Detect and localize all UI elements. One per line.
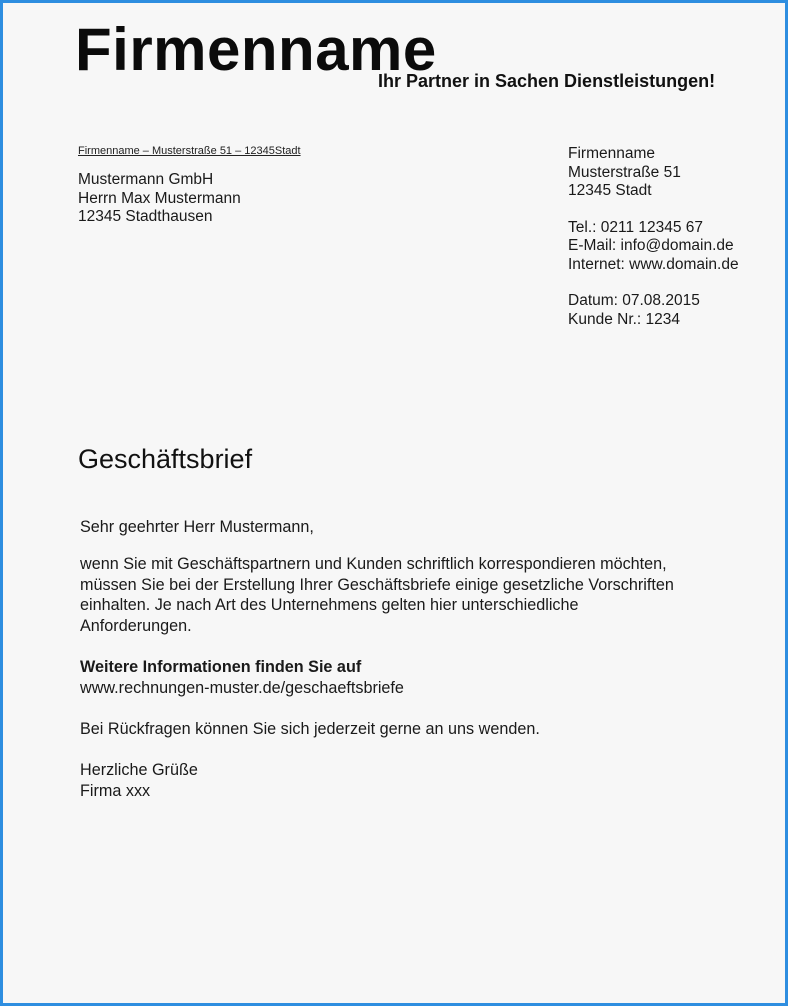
recipient-city: 12345 Stadthausen bbox=[78, 208, 213, 225]
info-spacer bbox=[568, 274, 739, 292]
recipient-address bbox=[78, 171, 241, 227]
questions-sentence: Bei Rückfragen können Sie sich jederzeit gerne an uns wenden. bbox=[80, 720, 540, 738]
info-spacer bbox=[568, 201, 739, 219]
recipient-name: Herrn Max Mustermann bbox=[78, 189, 241, 207]
info-customer-number: Kunde Nr.: 1234 bbox=[568, 310, 681, 328]
paragraph-line: einhalten. Je nach Art des Unternehmens gelten hier unterschiedliche bbox=[80, 596, 579, 614]
recipient-company: Mustermann GmbH bbox=[78, 171, 214, 188]
info-street: Musterstraße 51 bbox=[568, 163, 681, 181]
sender-info-block bbox=[568, 145, 739, 329]
salutation: Sehr geehrter Herr Mustermann, bbox=[80, 518, 314, 536]
company-name-heading: Firmenname bbox=[75, 16, 437, 83]
info-city: 12345 Stadt bbox=[568, 182, 652, 199]
info-phone: Tel.: 0211 12345 67 bbox=[568, 218, 704, 236]
company-tagline: Ihr Partner in Sachen Dienstleistungen! bbox=[378, 71, 716, 91]
paragraph-line: müssen Sie bei der Erstellung Ihrer Geschäftsbriefe einige gesetzliche Vorschriften bbox=[80, 575, 674, 594]
info-company: Firmenname bbox=[568, 145, 655, 162]
more-info-heading: Weitere Informationen finden Sie auf bbox=[80, 658, 362, 676]
info-internet: Internet: www.domain.de bbox=[568, 255, 739, 273]
sender-return-address: Firmenname – Musterstraße 51 – 12345Stadt bbox=[78, 145, 301, 157]
paragraph-line: Anforderungen. bbox=[80, 616, 192, 635]
closing-greeting: Herzliche Grüße bbox=[80, 761, 198, 779]
info-date: Datum: 07.08.2015 bbox=[568, 292, 700, 309]
body-paragraph bbox=[80, 554, 770, 636]
letter-subject: Geschäftsbrief bbox=[78, 444, 253, 474]
signature: Firma xxx bbox=[80, 782, 151, 800]
paragraph-line: wenn Sie mit Geschäftspartnern und Kunden schriftlich korrespondieren möchten, bbox=[80, 555, 667, 573]
info-email: E-Mail: info@domain.de bbox=[568, 237, 734, 254]
more-info-url: www.rechnungen-muster.de/geschaeftsbriefe bbox=[80, 679, 404, 697]
